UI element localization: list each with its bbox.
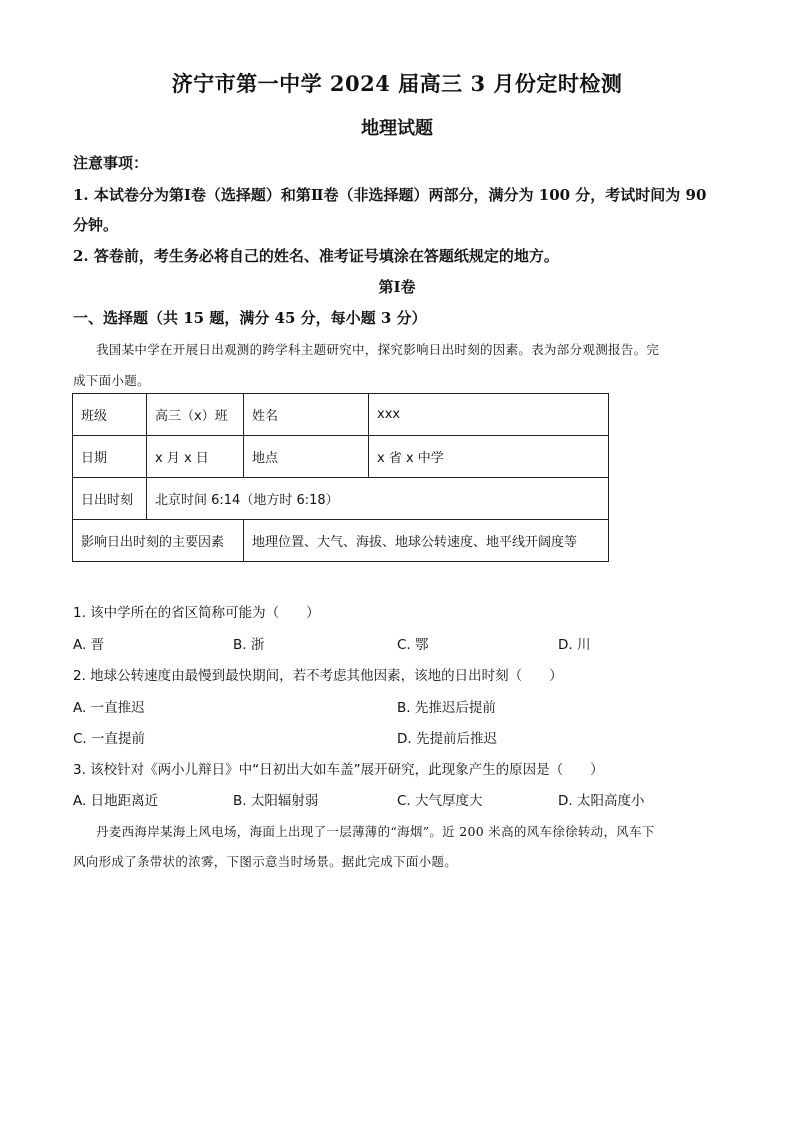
sunrise-label-cell: 日出时刻 bbox=[73, 478, 147, 520]
name-value-cell: xxx bbox=[369, 394, 609, 436]
sunrise-value-cell: 北京时间 6:14（地方时 6:18） bbox=[147, 478, 609, 520]
notes-item-1-line-1: 1. 本试卷分为第Ⅰ卷（选择题）和第Ⅱ卷（非选择题）两部分，满分为 100 分，考试时间为 90 bbox=[73, 186, 707, 204]
table-row bbox=[73, 520, 609, 562]
place-label-cell: 地点 bbox=[244, 436, 369, 478]
table-row bbox=[73, 436, 609, 478]
intro-2-line-1: 丹麦西海岸某海上风电场，海面上出现了一层薄薄的“海烟”。近 200 米高的风车徐徐转动，风车下 bbox=[96, 824, 655, 839]
question-1-stem: 1. 该中学所在的省区简称可能为（ ） bbox=[73, 605, 320, 621]
factors-value-cell: 地理位置、大气、海拔、地球公转速度、地平线开阔度等 bbox=[244, 520, 609, 562]
date-label-cell: 日期 bbox=[73, 436, 147, 478]
notes-item-1-line-2: 分钟。 bbox=[73, 216, 119, 234]
question-1-option-a: A. 晋 bbox=[73, 637, 105, 653]
question-1-option-b: B. 浙 bbox=[233, 637, 265, 653]
table-row bbox=[73, 394, 609, 436]
question-2-option-c: C. 一直提前 bbox=[73, 731, 146, 747]
question-3-option-c: C. 大气厚度大 bbox=[397, 793, 483, 809]
exam-title: 济宁市第一中学 2024 届高三 3 月份定时检测 bbox=[171, 71, 623, 96]
notes-heading: 注意事项： bbox=[73, 154, 149, 172]
date-value-cell: x 月 x 日 bbox=[147, 436, 244, 478]
question-2-option-d: D. 先提前后推迟 bbox=[397, 731, 497, 747]
question-3-stem: 3. 该校针对《两小儿辩日》中“日初出大如车盖”展开研究，此现象产生的原因是（ ） bbox=[73, 762, 604, 778]
factors-label-cell: 影响日出时刻的主要因素 bbox=[73, 520, 244, 562]
notes-item-2: 2. 答卷前，考生务必将自己的姓名、准考证号填涂在答题纸规定的地方。 bbox=[73, 247, 559, 265]
place-value-cell: x 省 x 中学 bbox=[369, 436, 609, 478]
exam-subject: 地理试题 bbox=[361, 118, 433, 139]
section-heading: 一、选择题（共 15 题，满分 45 分，每小题 3 分） bbox=[73, 309, 427, 327]
intro-1-line-1: 我国某中学在开展日出观测的跨学科主题研究中，探究影响日出时刻的因素。表为部分观测报告。完 bbox=[96, 342, 660, 357]
question-3-option-d: D. 太阳高度小 bbox=[558, 793, 645, 809]
question-1-option-c: C. 鄂 bbox=[397, 637, 429, 653]
class-label-cell: 班级 bbox=[73, 394, 147, 436]
intro-1-line-2: 成下面小题。 bbox=[73, 373, 150, 388]
question-2-option-b: B. 先推迟后提前 bbox=[397, 700, 496, 716]
question-2-option-a: A. 一直推迟 bbox=[73, 700, 145, 716]
volume-heading: 第Ⅰ卷 bbox=[378, 278, 416, 296]
question-3-option-b: B. 太阳辐射弱 bbox=[233, 793, 319, 809]
intro-2-line-2: 风向形成了条带状的浓雾，下图示意当时场景。据此完成下面小题。 bbox=[73, 854, 458, 869]
table-row bbox=[73, 478, 609, 520]
question-2-stem: 2. 地球公转速度由最慢到最快期间，若不考虑其他因素，该地的日出时刻（ ） bbox=[73, 668, 563, 684]
question-1-option-d: D. 川 bbox=[558, 637, 591, 653]
name-label-cell: 姓名 bbox=[244, 394, 369, 436]
observation-report-table bbox=[72, 393, 609, 562]
question-3-option-a: A. 日地距离近 bbox=[73, 793, 159, 809]
class-value-cell: 高三（x）班 bbox=[147, 394, 244, 436]
